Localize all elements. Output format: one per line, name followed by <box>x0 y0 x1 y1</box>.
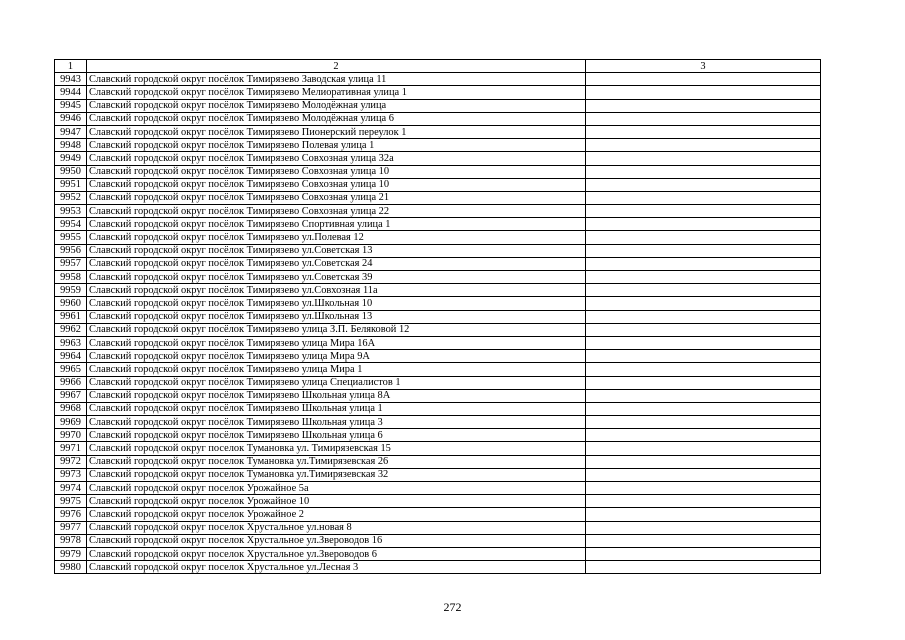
column-3-cell <box>586 139 821 152</box>
column-3-cell <box>586 231 821 244</box>
table-row <box>55 495 821 508</box>
column-3-cell <box>586 534 821 547</box>
row-number-cell: 9964 <box>55 350 87 363</box>
row-number-cell: 9955 <box>55 231 87 244</box>
column-3-cell <box>586 244 821 257</box>
column-3-cell <box>586 363 821 376</box>
table-row <box>55 521 821 534</box>
row-number-cell: 9958 <box>55 271 87 284</box>
table-row <box>55 534 821 547</box>
page-number: 272 <box>443 600 462 614</box>
address-cell: Славский городской округ поселок Тумановка ул.Тимирязевская 32 <box>87 468 586 481</box>
table-row <box>55 376 821 389</box>
row-number-cell: 9962 <box>55 323 87 336</box>
column-3-cell <box>586 257 821 270</box>
row-number-cell: 9952 <box>55 191 87 204</box>
table-row <box>55 310 821 323</box>
row-number-cell: 9951 <box>55 178 87 191</box>
column-3-cell <box>586 297 821 310</box>
table-row <box>55 284 821 297</box>
column-3-cell <box>586 376 821 389</box>
table-row <box>55 257 821 270</box>
address-cell: Славский городской округ посёлок Тимирязево Школьная улица 1 <box>87 402 586 415</box>
table-row <box>55 218 821 231</box>
table-row <box>55 86 821 99</box>
address-cell: Славский городской округ посёлок Тимирязево Школьная улица 8А <box>87 389 586 402</box>
table-row <box>55 561 821 574</box>
column-3-cell <box>586 482 821 495</box>
address-table <box>54 59 821 574</box>
address-cell: Славский городской округ посёлок Тимирязево улица Мира 1 <box>87 363 586 376</box>
table-row <box>55 402 821 415</box>
address-cell: Славский городской округ посёлок Тимирязево ул.Школьная 13 <box>87 310 586 323</box>
column-3-cell <box>586 218 821 231</box>
address-cell: Славский городской округ поселок Урожайное 5а <box>87 482 586 495</box>
table-row <box>55 547 821 560</box>
column-header-2: 2 <box>87 60 586 73</box>
column-3-cell <box>586 442 821 455</box>
address-cell: Славский городской округ посёлок Тимирязево ул.Советская 39 <box>87 271 586 284</box>
row-number-cell: 9967 <box>55 389 87 402</box>
table-row <box>55 178 821 191</box>
row-number-cell: 9945 <box>55 99 87 112</box>
table-row <box>55 323 821 336</box>
table-row <box>55 99 821 112</box>
column-3-cell <box>586 205 821 218</box>
table-row <box>55 336 821 349</box>
table-row <box>55 112 821 125</box>
row-number-cell: 9971 <box>55 442 87 455</box>
column-3-cell <box>586 165 821 178</box>
address-cell: Славский городской округ поселок Хрустальное ул.Звероводов 16 <box>87 534 586 547</box>
column-3-cell <box>586 336 821 349</box>
address-cell: Славский городской округ посёлок Тимирязево улица З.П. Беляковой 12 <box>87 323 586 336</box>
column-3-cell <box>586 271 821 284</box>
row-number-cell: 9966 <box>55 376 87 389</box>
column-3-cell <box>586 508 821 521</box>
column-3-cell <box>586 310 821 323</box>
address-cell: Славский городской округ посёлок Тимирязево Совхозная улица 10 <box>87 178 586 191</box>
address-cell: Славский городской округ посёлок Тимирязево Школьная улица 6 <box>87 429 586 442</box>
row-number-cell: 9978 <box>55 534 87 547</box>
row-number-cell: 9943 <box>55 73 87 86</box>
table-row <box>55 152 821 165</box>
row-number-cell: 9954 <box>55 218 87 231</box>
row-number-cell: 9974 <box>55 482 87 495</box>
table-row <box>55 468 821 481</box>
column-3-cell <box>586 547 821 560</box>
table-row <box>55 244 821 257</box>
column-3-cell <box>586 468 821 481</box>
column-3-cell <box>586 389 821 402</box>
address-cell: Славский городской округ поселок Хрустальное ул.новая 8 <box>87 521 586 534</box>
row-number-cell: 9961 <box>55 310 87 323</box>
table-row <box>55 125 821 138</box>
address-cell: Славский городской округ посёлок Тимирязево Школьная улица 3 <box>87 416 586 429</box>
address-cell: Славский городской округ посёлок Тимирязево Заводская улица 11 <box>87 73 586 86</box>
table-header-row <box>55 60 821 73</box>
address-cell: Славский городской округ посёлок Тимирязево Полевая улица 1 <box>87 139 586 152</box>
column-header-1: 1 <box>55 60 87 73</box>
address-cell: Славский городской округ посёлок Тимирязево Совхозная улица 32а <box>87 152 586 165</box>
row-number-cell: 9946 <box>55 112 87 125</box>
row-number-cell: 9970 <box>55 429 87 442</box>
row-number-cell: 9976 <box>55 508 87 521</box>
table-row <box>55 205 821 218</box>
address-cell: Славский городской округ посёлок Тимирязево Совхозная улица 10 <box>87 165 586 178</box>
address-cell: Славский городской округ поселок Урожайное 10 <box>87 495 586 508</box>
row-number-cell: 9977 <box>55 521 87 534</box>
table-row <box>55 442 821 455</box>
table-row <box>55 73 821 86</box>
column-3-cell <box>586 152 821 165</box>
table-row <box>55 165 821 178</box>
table-body <box>55 60 821 574</box>
column-3-cell <box>586 323 821 336</box>
address-cell: Славский городской округ посёлок Тимирязево улица Мира 16А <box>87 336 586 349</box>
row-number-cell: 9949 <box>55 152 87 165</box>
row-number-cell: 9973 <box>55 468 87 481</box>
table-row <box>55 363 821 376</box>
address-cell: Славский городской округ посёлок Тимирязево ул.Школьная 10 <box>87 297 586 310</box>
column-3-cell <box>586 561 821 574</box>
column-3-cell <box>586 178 821 191</box>
column-3-cell <box>586 284 821 297</box>
address-cell: Славский городской округ посёлок Тимирязево улица Специалистов 1 <box>87 376 586 389</box>
table-row <box>55 139 821 152</box>
column-3-cell <box>586 191 821 204</box>
address-cell: Славский городской округ поселок Хрустальное ул.Лесная 3 <box>87 561 586 574</box>
row-number-cell: 9969 <box>55 416 87 429</box>
address-cell: Славский городской округ посёлок Тимирязево улица Мира 9А <box>87 350 586 363</box>
row-number-cell: 9980 <box>55 561 87 574</box>
table-row <box>55 271 821 284</box>
column-3-cell <box>586 86 821 99</box>
column-3-cell <box>586 429 821 442</box>
table-row <box>55 191 821 204</box>
row-number-cell: 9953 <box>55 205 87 218</box>
row-number-cell: 9947 <box>55 125 87 138</box>
table-row <box>55 508 821 521</box>
row-number-cell: 9948 <box>55 139 87 152</box>
address-cell: Славский городской округ посёлок Тимирязево Совхозная улица 21 <box>87 191 586 204</box>
table-row <box>55 297 821 310</box>
address-cell: Славский городской округ посёлок Тимирязево Мелиоративная улица 1 <box>87 86 586 99</box>
address-cell: Славский городской округ посёлок Тимирязево Молодёжная улица <box>87 99 586 112</box>
row-number-cell: 9950 <box>55 165 87 178</box>
table-row <box>55 455 821 468</box>
column-3-cell <box>586 73 821 86</box>
row-number-cell: 9975 <box>55 495 87 508</box>
row-number-cell: 9944 <box>55 86 87 99</box>
address-cell: Славский городской округ посёлок Тимирязево ул.Совхозная 11а <box>87 284 586 297</box>
row-number-cell: 9959 <box>55 284 87 297</box>
row-number-cell: 9963 <box>55 336 87 349</box>
row-number-cell: 9957 <box>55 257 87 270</box>
address-cell: Славский городской округ поселок Тумановка ул. Тимирязевская 15 <box>87 442 586 455</box>
column-header-3: 3 <box>586 60 821 73</box>
address-cell: Славский городской округ поселок Хрустальное ул.Звероводов 6 <box>87 547 586 560</box>
column-3-cell <box>586 350 821 363</box>
row-number-cell: 9960 <box>55 297 87 310</box>
address-cell: Славский городской округ посёлок Тимирязево Спортивная улица 1 <box>87 218 586 231</box>
address-cell: Славский городской округ посёлок Тимирязево ул.Советская 24 <box>87 257 586 270</box>
row-number-cell: 9972 <box>55 455 87 468</box>
column-3-cell <box>586 125 821 138</box>
address-cell: Славский городской округ посёлок Тимирязево Пионерский переулок 1 <box>87 125 586 138</box>
table-row <box>55 231 821 244</box>
column-3-cell <box>586 112 821 125</box>
row-number-cell: 9965 <box>55 363 87 376</box>
table-row <box>55 416 821 429</box>
table-row <box>55 389 821 402</box>
address-cell: Славский городской округ посёлок Тимирязево Молодёжная улица 6 <box>87 112 586 125</box>
address-cell: Славский городской округ посёлок Тимирязево Совхозная улица 22 <box>87 205 586 218</box>
address-cell: Славский городской округ посёлок Тимирязево ул.Советская 13 <box>87 244 586 257</box>
table-row <box>55 482 821 495</box>
row-number-cell: 9968 <box>55 402 87 415</box>
row-number-cell: 9979 <box>55 547 87 560</box>
column-3-cell <box>586 521 821 534</box>
table-row <box>55 350 821 363</box>
table-row <box>55 429 821 442</box>
column-3-cell <box>586 495 821 508</box>
column-3-cell <box>586 455 821 468</box>
address-cell: Славский городской округ посёлок Тимирязево ул.Полевая 12 <box>87 231 586 244</box>
address-cell: Славский городской округ поселок Тумановка ул.Тимирязевская 26 <box>87 455 586 468</box>
column-3-cell <box>586 416 821 429</box>
row-number-cell: 9956 <box>55 244 87 257</box>
column-3-cell <box>586 402 821 415</box>
address-cell: Славский городской округ поселок Урожайное 2 <box>87 508 586 521</box>
column-3-cell <box>586 99 821 112</box>
